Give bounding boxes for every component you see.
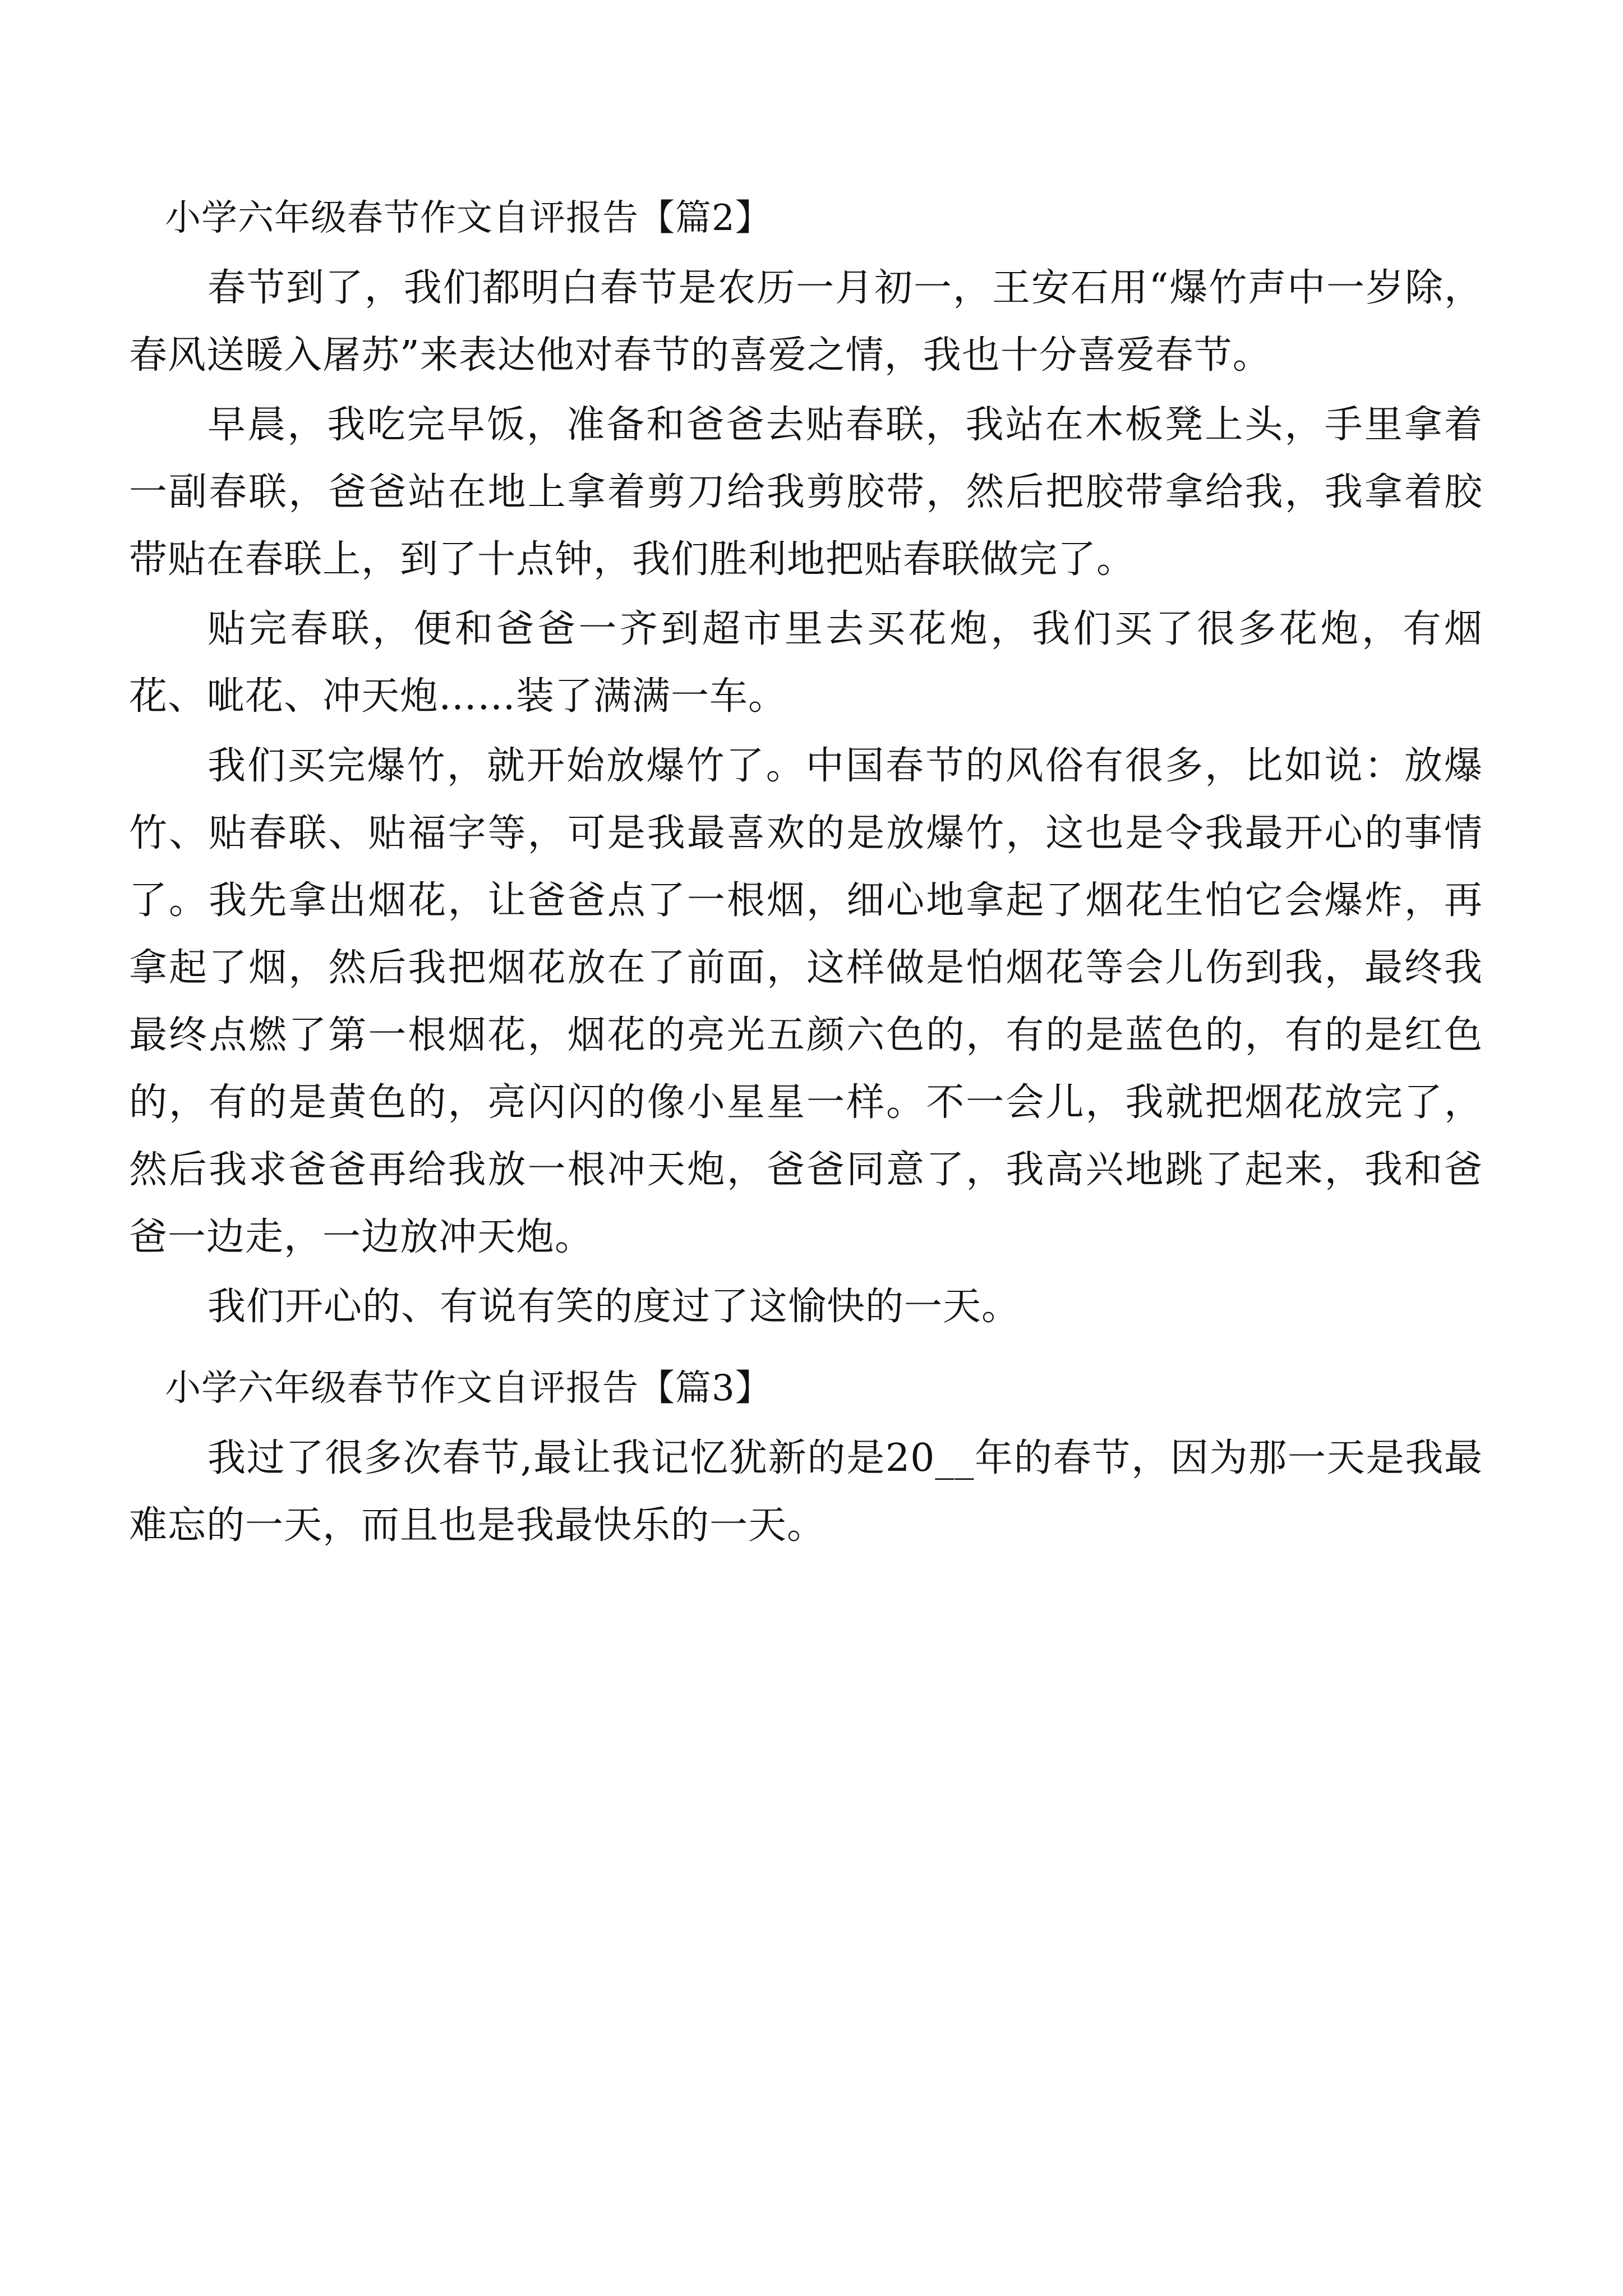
paragraph-2-1: 我过了很多次春节,最让我记忆犹新的是20__年的春节，因为那一天是我最难忘的一天，而且也是我最快乐的一天。 bbox=[129, 1436, 1483, 1548]
paragraph-1-2: 早晨，我吃完早饭，准备和爸爸去贴春联，我站在木板凳上头，手里拿着一副春联，爸爸站在地上拿着剪刀给我剪胶带，然后把胶带拿给我，我拿着胶带贴在春联上，到了十点钟，我们胜利地把贴春联做完了。 bbox=[129, 403, 1483, 582]
section-spacer bbox=[129, 1343, 1483, 1355]
section-heading-2: 小学六年级春节作文自评报告【篇3】 bbox=[165, 1368, 772, 1409]
document-body bbox=[129, 185, 1483, 1559]
paragraph-1-5: 我们开心的、有说有笑的度过了这愉快的一天。 bbox=[208, 1285, 1021, 1329]
paragraph-1-1: 春节到了，我们都明白春节是农历一月初一，王安石用“爆竹声中一岁除，春风送暖入屠苏”来表达他对春节的喜爱之情，我也十分喜爱春节。 bbox=[129, 266, 1483, 378]
paragraph-1-4: 我们买完爆竹，就开始放爆竹了。中国春节的风俗有很多，比如说：放爆竹、贴春联、贴福字等，可是我最喜欢的是放爆竹，这也是令我最开心的事情了。我先拿出烟花，让爸爸点了一根烟，细心地拿起了烟花生怕它会爆炸，再拿起了烟，然后我把烟花放在了前面，这样做是怕烟花等会儿伤到我，最终我最终点燃了第一根烟花，烟花的亮光五颜六色的，有的是蓝色的，有的是红色的，有的是黄色的，亮闪闪的像小星星一样。不一会儿，我就把烟花放完了，然后我求爸爸再给我放一根冲天炮，爸爸同意了，我高兴地跳了起来，我和爸爸一边走，一边放冲天炮。 bbox=[129, 744, 1483, 1259]
section-heading-1: 小学六年级春节作文自评报告【篇2】 bbox=[165, 197, 772, 239]
paragraph-1-3: 贴完春联，便和爸爸一齐到超市里去买花炮，我们买了很多花炮，有烟花、呲花、冲天炮……装了满满一车。 bbox=[129, 607, 1483, 719]
